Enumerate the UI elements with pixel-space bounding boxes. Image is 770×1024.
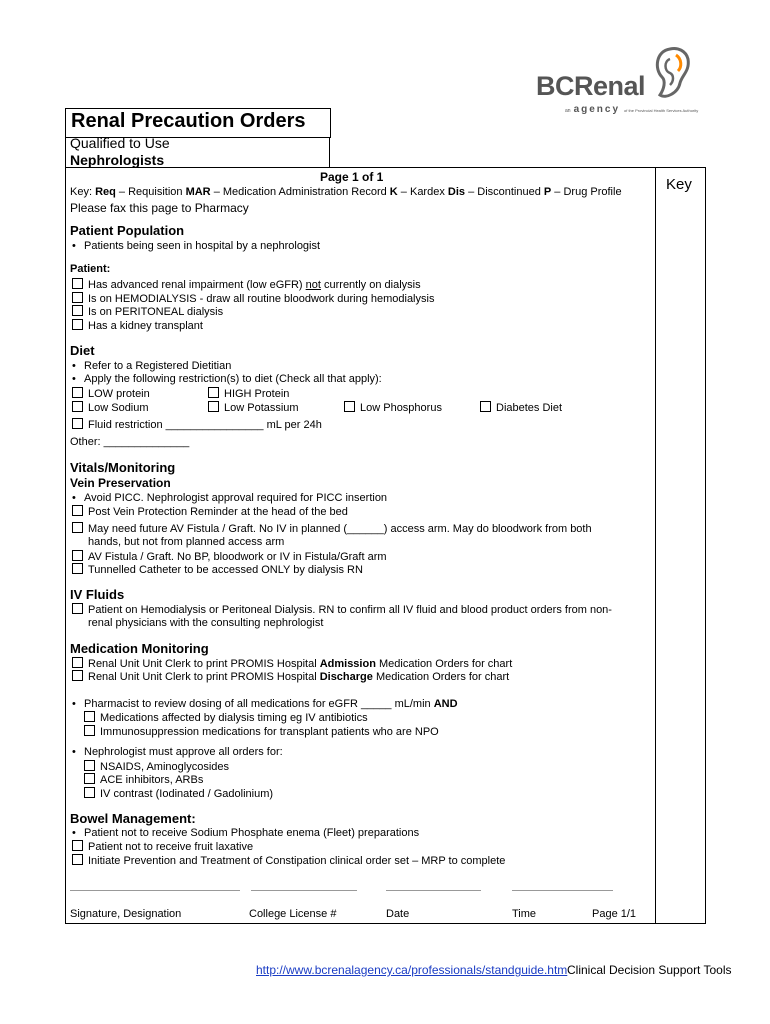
checkbox[interactable]	[72, 505, 83, 516]
logo-wordmark: BCRenal	[536, 71, 646, 101]
checkbox[interactable]	[72, 418, 83, 429]
checkbox[interactable]	[84, 711, 95, 722]
option-high-protein[interactable]: HIGH Protein	[208, 387, 289, 400]
checkbox[interactable]	[72, 563, 83, 574]
option-hemodialysis[interactable]: Is on HEMODIALYSIS - draw all routine bloodwork during hemodialysis	[72, 292, 434, 305]
list-item: • Nephrologist must approve all orders for:	[72, 746, 283, 758]
checkbox[interactable]	[72, 305, 83, 316]
checkbox[interactable]	[72, 319, 83, 330]
key-column-heading: Key	[666, 176, 692, 193]
option-future-av-fistula-cont: hands, but not from planned access arm	[88, 536, 285, 548]
section-patient-population: Patient Population	[70, 223, 185, 238]
option-kidney-transplant[interactable]: Has a kidney transplant	[72, 319, 203, 332]
option-ace-inhibitors[interactable]: ACE inhibitors, ARBs	[84, 773, 203, 786]
bcrenal-logo	[536, 45, 716, 115]
patient-label: Patient:	[70, 263, 111, 275]
option-nsaids[interactable]: NSAIDS, Aminoglycosides	[84, 760, 229, 773]
list-item: • Refer to a Registered Dietitian	[72, 360, 232, 372]
guidelines-link[interactable]: http://www.bcrenalagency.ca/professionals/standguide.htm	[256, 963, 568, 977]
subsection-vein-preservation: Vein Preservation	[70, 476, 171, 490]
frame-bottom-line	[65, 923, 706, 924]
checkbox[interactable]	[72, 522, 83, 533]
title-box	[65, 108, 331, 138]
date-label: Date	[386, 908, 410, 920]
key-legend: Key: Req – Requisition MAR – Medication Administration Record K – Kardex Dis – Discontinued P – Drug Profile	[70, 186, 622, 198]
option-low-phosphorus[interactable]: Low Phosphorus	[344, 401, 442, 414]
checkbox[interactable]	[72, 550, 83, 561]
option-diabetes-diet[interactable]: Diabetes Diet	[480, 401, 562, 414]
checkbox[interactable]	[72, 603, 83, 614]
option-advanced-renal[interactable]: Has advanced renal impairment (low eGFR) not currently on dialysis	[72, 278, 421, 291]
option-iv-fluid-confirm[interactable]: Patient on Hemodialysis or Peritoneal Dialysis. RN to confirm all IV fluid and blood product orders from non-	[72, 603, 612, 616]
list-item: • Patient not to receive Sodium Phosphate enema (Fleet) preparations	[72, 827, 420, 839]
page-indicator: Page 1 of 1	[320, 170, 384, 184]
signature-line[interactable]	[70, 890, 240, 891]
time-line[interactable]	[512, 890, 613, 891]
checkbox[interactable]	[480, 401, 491, 412]
checkbox[interactable]	[84, 787, 95, 798]
checkbox[interactable]	[72, 278, 83, 289]
date-line[interactable]	[386, 890, 481, 891]
qualified-label: Qualified to Use	[70, 135, 170, 151]
checkbox[interactable]	[208, 401, 219, 412]
option-immunosuppression[interactable]: Immunosuppression medications for transplant patients who are NPO	[84, 725, 439, 738]
logo-agency: an agency	[565, 104, 621, 115]
checkbox[interactable]	[72, 387, 83, 398]
option-admission-orders[interactable]: Renal Unit Unit Clerk to print PROMIS Hospital Admission Medication Orders for chart	[72, 657, 512, 670]
option-iv-fluid-confirm-cont: renal physicians with the consulting nephrologist	[88, 617, 324, 629]
checkbox[interactable]	[84, 725, 95, 736]
section-iv-fluids: IV Fluids	[70, 587, 125, 602]
option-fruit-laxative[interactable]: Patient not to receive fruit laxative	[72, 840, 253, 853]
ear-logo-icon	[648, 45, 694, 107]
checkbox[interactable]	[84, 760, 95, 771]
time-label: Time	[512, 908, 537, 920]
section-diet: Diet	[70, 343, 95, 358]
list-item: • Apply the following restriction(s) to diet (Check all that apply):	[72, 373, 382, 385]
list-item: • Pharmacist to review dosing of all medications for eGFR _____ mL/min AND	[72, 698, 458, 710]
diet-other-field[interactable]: Other: ______________	[70, 436, 190, 448]
section-medication-monitoring: Medication Monitoring	[70, 641, 209, 656]
title-box-right-ext	[329, 137, 330, 168]
checkbox[interactable]	[72, 840, 83, 851]
checkbox[interactable]	[72, 292, 83, 303]
frame-right-line	[705, 167, 706, 924]
option-vein-protection[interactable]: Post Vein Protection Reminder at the head of the bed	[72, 505, 348, 518]
option-av-fistula-graft[interactable]: AV Fistula / Graft. No BP, bloodwork or IV in Fistula/Graft arm	[72, 550, 387, 563]
frame-left-line	[65, 137, 66, 924]
logo-phsa: of the Provincial Health Services Authority	[624, 108, 699, 113]
page-footer-number: Page 1/1	[592, 908, 637, 920]
checkbox[interactable]	[208, 387, 219, 398]
checkbox[interactable]	[72, 401, 83, 412]
checkbox[interactable]	[72, 657, 83, 668]
college-license-label: College License #	[249, 908, 337, 920]
option-fluid-restriction[interactable]: Fluid restriction ________________ mL per 24h	[72, 418, 322, 431]
footer-text: Clinical Decision Support Tools	[567, 963, 732, 977]
college-license-line[interactable]	[251, 890, 357, 891]
nephrologists-label: Nephrologists	[70, 152, 165, 168]
key-column-divider	[655, 167, 656, 924]
checkbox[interactable]	[84, 773, 95, 784]
section-vitals-monitoring: Vitals/Monitoring	[70, 460, 176, 475]
section-bowel-management: Bowel Management:	[70, 811, 196, 826]
option-dialysis-timing[interactable]: Medications affected by dialysis timing eg IV antibiotics	[84, 711, 368, 724]
checkbox[interactable]	[344, 401, 355, 412]
checkbox[interactable]	[72, 670, 83, 681]
option-iv-contrast[interactable]: IV contrast (Iodinated / Gadolinium)	[84, 787, 273, 800]
list-item: • Patients being seen in hospital by a nephrologist	[72, 240, 321, 252]
option-low-potassium[interactable]: Low Potassium	[208, 401, 299, 414]
checkbox[interactable]	[72, 854, 83, 865]
page-title: Renal Precaution Orders	[71, 110, 306, 132]
option-low-sodium[interactable]: Low Sodium	[72, 401, 149, 414]
option-peritoneal[interactable]: Is on PERITONEAL dialysis	[72, 305, 223, 318]
signature-label: Signature, Designation	[70, 908, 182, 920]
option-low-protein[interactable]: LOW protein	[72, 387, 150, 400]
option-future-av-fistula[interactable]: May need future AV Fistula / Graft. No IV in planned (______) access arm. May do bloodwork from both	[72, 522, 592, 535]
option-constipation-order-set[interactable]: Initiate Prevention and Treatment of Constipation clinical order set – MRP to complete	[72, 854, 505, 867]
option-tunnelled-catheter[interactable]: Tunnelled Catheter to be accessed ONLY by dialysis RN	[72, 563, 363, 576]
option-discharge-orders[interactable]: Renal Unit Unit Clerk to print PROMIS Hospital Discharge Medication Orders for chart	[72, 670, 509, 683]
fax-instruction: Please fax this page to Pharmacy	[70, 201, 249, 215]
list-item: • Avoid PICC. Nephrologist approval required for PICC insertion	[72, 492, 388, 504]
